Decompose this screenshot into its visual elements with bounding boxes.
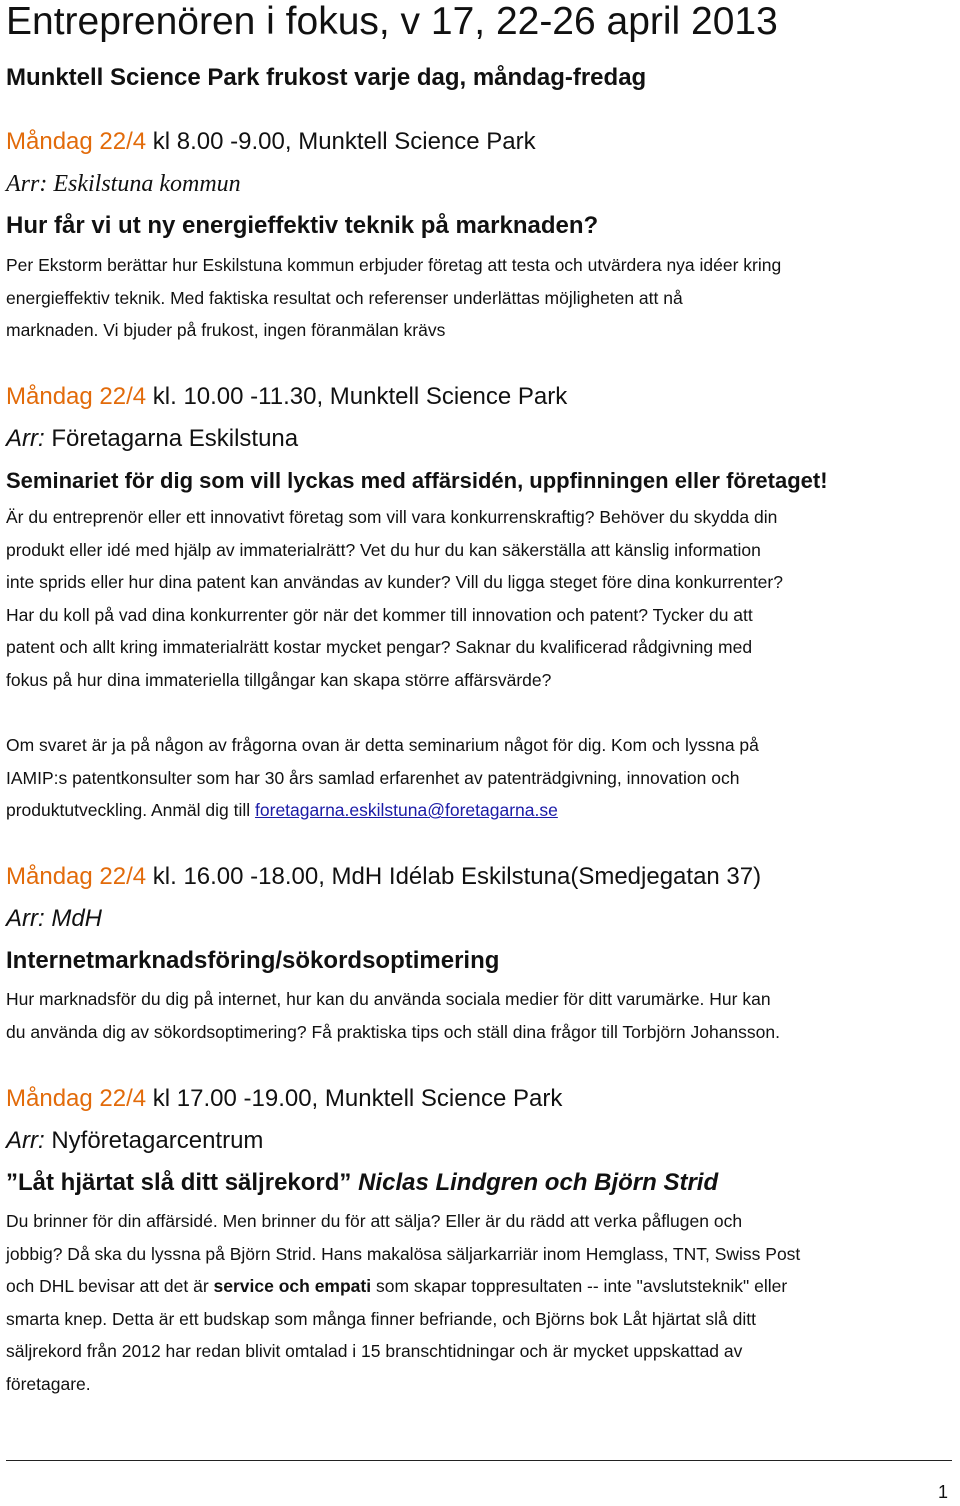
email-link[interactable]: foretagarna.eskilstuna@foretagarna.se <box>255 800 558 821</box>
paragraph-line: marknaden. Vi bjuder på frukost, ingen föranmälan krävs <box>6 320 446 341</box>
last-line-prefix: produktutveckling. Anmäl dig till <box>6 800 256 821</box>
organizer-prefix: Arr: <box>6 1127 52 1154</box>
bold-phrase: service och empati <box>213 1276 372 1297</box>
footer-divider <box>6 1460 952 1461</box>
organizer-prefix: Arr: <box>6 425 52 452</box>
document-subtitle: Munktell Science Park frukost varje dag, måndag-fredag <box>6 64 647 91</box>
event-3-time-place: kl. 16.00 -18.00, MdH Idélab Eskilstuna(Smedjegatan 37) <box>146 863 762 890</box>
organizer-name: Företagarna Eskilstuna <box>51 425 299 452</box>
event-4-headline <box>6 1167 718 1199</box>
event-4-time-place: kl 17.00 -19.00, Munktell Science Park <box>146 1085 563 1112</box>
bold-line-suffix: som skapar toppresultaten -- inte "avslutsteknik" eller <box>371 1276 788 1297</box>
event-4-organizer <box>6 1125 263 1157</box>
document-title: Entreprenören i fokus, v 17, 22-26 april 2013 <box>6 0 778 43</box>
headline-quote: ”Låt hjärtat slå ditt säljrekord” <box>6 1169 359 1196</box>
paragraph-line <box>6 1270 956 1303</box>
paragraph-line: du använda dig av sökordsoptimering? Få praktiska tips och ställ dina frågor till Torbjörn Johansson. <box>6 1021 780 1042</box>
event-2-date: Måndag 22/4 <box>6 383 147 410</box>
event-1-organizer: Arr: Eskilstuna kommun <box>6 171 241 197</box>
event-3-date: Måndag 22/4 <box>6 863 147 890</box>
paragraph-line <box>6 794 956 827</box>
event-3-organizer <box>6 903 102 935</box>
paragraph-line: säljrekord från 2012 har redan blivit omtalad i 15 branschtidningar och är mycket uppskattad av <box>6 1341 743 1362</box>
paragraph-line: fokus på hur dina immateriella tillgångar kan skapa större affärsvärde? <box>6 669 552 690</box>
event-2-organizer <box>6 423 298 455</box>
event-1-header <box>6 126 536 158</box>
organizer-name: MdH <box>51 905 102 932</box>
paragraph-line: Du brinner för din affärsidé. Men brinner du för att sälja? Eller är du rädd att verka påflugen och <box>6 1211 743 1231</box>
paragraph-line: Hur marknadsför du dig på internet, hur kan du använda sociala medier för ditt varumärke. Hur kan <box>6 989 771 1009</box>
paragraph-line: IAMIP:s patentkonsulter som har 30 års samlad erfarenhet av patenträdgivning, innovation och <box>6 767 740 788</box>
event-2-headline: Seminariet för dig som vill lyckas med affärsidén, uppfinningen eller företaget! <box>6 468 828 493</box>
paragraph-line: produkt eller idé med hjälp av immaterialrätt? Vet du hur du kan säkerställa att känslig information <box>6 539 761 560</box>
paragraph-line: Är du entreprenör eller ett innovativt företag som vill vara konkurrenskraftig? Behöver du skydda din <box>6 507 778 527</box>
headline-speakers: Niclas Lindgren och Björn Strid <box>358 1169 719 1196</box>
paragraph-line: patent och allt kring immaterialrätt kostar mycket pengar? Saknar du kvalificerad rådgivning med <box>6 637 753 658</box>
event-4-description <box>6 1205 956 1401</box>
bold-line-prefix: och DHL bevisar att det är <box>6 1276 214 1297</box>
event-1-date: Måndag 22/4 <box>6 128 147 155</box>
paragraph-line: jobbig? Då ska du lyssna på Björn Strid. Hans makalösa säljarkarriär inom Hemglass, TNT, Swiss Post <box>6 1243 801 1264</box>
event-2-header <box>6 381 567 413</box>
paragraph-line: inte sprids eller hur dina patent kan användas av kunder? Vill du ligga steget före dina konkurrenter? <box>6 572 783 593</box>
paragraph-line: Per Ekstorm berättar hur Eskilstuna kommun erbjuder företag att testa och utvärdera nya idéer kring <box>6 255 782 275</box>
event-2-description <box>6 501 956 697</box>
event-3-description <box>6 983 956 1048</box>
event-2-description-2 <box>6 729 956 827</box>
event-4-header <box>6 1083 562 1115</box>
paragraph-line: företagare. <box>6 1373 91 1394</box>
page-number: 1 <box>937 1482 948 1502</box>
event-1-description <box>6 249 956 347</box>
event-3-headline: Internetmarknadsföring/sökordsoptimering <box>6 947 500 974</box>
organizer-prefix: Arr: <box>6 905 52 932</box>
paragraph-line: energieffektiv teknik. Med faktiska resultat och referenser underlättas möjligheten att nå <box>6 287 683 308</box>
organizer-name: Nyföretagarcentrum <box>51 1127 264 1154</box>
event-4-date: Måndag 22/4 <box>6 1085 147 1112</box>
event-1-headline: Hur får vi ut ny energieffektiv teknik på marknaden? <box>6 212 599 239</box>
paragraph-line: smarta knep. Detta är ett budskap som många finner befriande, och Björns bok Låt hjärtat slå ditt <box>6 1308 756 1329</box>
event-3-header <box>6 861 761 893</box>
paragraph-line: Har du koll på vad dina konkurrenter gör när det kommer till innovation och patent? Tycker du att <box>6 604 753 625</box>
event-2-time-place: kl. 10.00 -11.30, Munktell Science Park <box>146 383 568 410</box>
paragraph-line: Om svaret är ja på någon av frågorna ovan är detta seminarium något för dig. Kom och lyssna på <box>6 735 759 755</box>
event-1-time-place: kl 8.00 -9.00, Munktell Science Park <box>146 128 536 155</box>
